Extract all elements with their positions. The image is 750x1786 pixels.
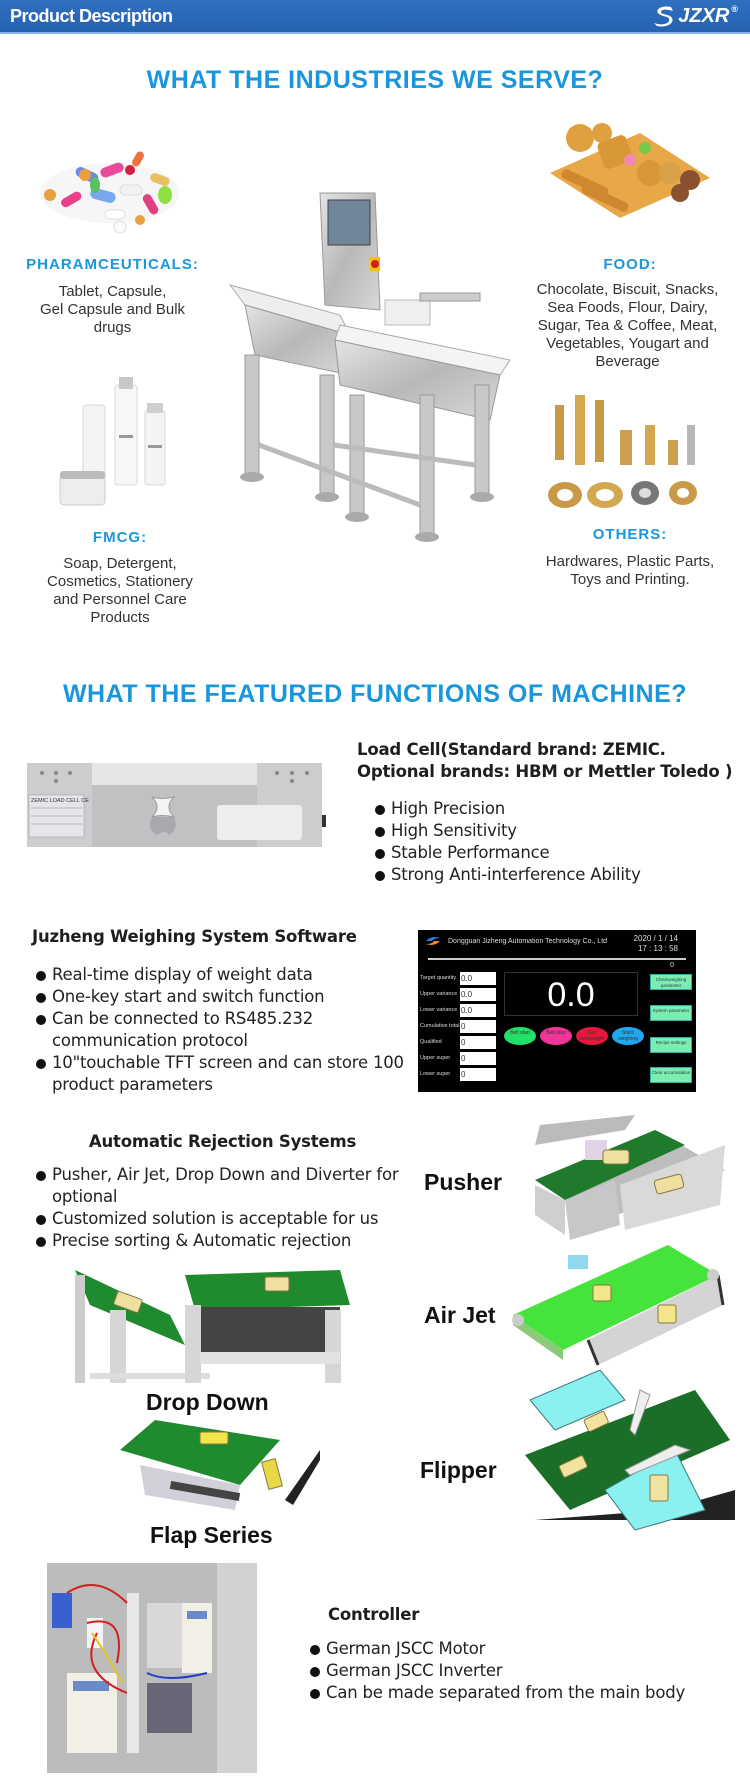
- load-cell-heading-line2: Optional brands: HBM or Mettler Toledo ): [357, 762, 733, 781]
- industry-text-line: Tablet, Capsule,: [58, 283, 167, 300]
- industry-text-line: Sugar, Tea & Coffee, Meat,: [537, 317, 718, 334]
- pusher-conveyor-image: [525, 1105, 730, 1245]
- food-biscuits-image: [540, 118, 715, 223]
- brand-logo: [651, 4, 738, 28]
- functions-section-title: WHAT THE FEATURED FUNCTIONS OF MACHINE?: [62, 680, 688, 708]
- screen-field-row: [420, 1018, 496, 1034]
- recipe-settings-button[interactable]: Recipe settings: [650, 1037, 692, 1053]
- get-overweight-button[interactable]: Get overweight: [576, 1027, 608, 1045]
- drop-down-conveyor-image: [75, 1265, 350, 1385]
- bullet-item: 10"touchable TFT screen and can store 100 product parameters: [34, 1052, 414, 1096]
- air-jet-conveyor-image: [508, 1235, 733, 1370]
- industry-text-pharmaceuticals: [10, 283, 215, 337]
- flipper-conveyor-image: [515, 1370, 740, 1535]
- screen-divider: [428, 958, 686, 960]
- screen-field-row: [420, 1066, 496, 1082]
- screen-field-row: [420, 1050, 496, 1066]
- industry-text-line: Toys and Printing.: [570, 571, 690, 588]
- bullet-item: One-key start and switch function: [34, 986, 414, 1008]
- bullet-item: Pusher, Air Jet, Drop Down and Diverter for optional: [34, 1164, 419, 1208]
- fmcg-cosmetics-image: [55, 375, 185, 515]
- screen-company-name: Dongguan Jizheng Automation Technology Co., Ltd: [448, 938, 608, 945]
- clear-accumulation-button[interactable]: Clear accumulation: [650, 1067, 692, 1083]
- others-hardware-image: [545, 395, 715, 515]
- screen-datetime: [634, 934, 678, 954]
- field-label: Lower variance: [420, 1007, 458, 1013]
- industry-label-food: FOOD:: [603, 256, 657, 273]
- field-value-input[interactable]: 0.0: [460, 1004, 496, 1017]
- bullet-item: High Sensitivity: [373, 820, 743, 842]
- flipper-label: Flipper: [420, 1457, 497, 1483]
- screen-date: 2020 / 1 / 14: [633, 934, 678, 943]
- field-label: Upper super: [420, 1055, 451, 1061]
- jzxr-logo-icon: [651, 4, 677, 28]
- field-value-input[interactable]: 0: [460, 1068, 496, 1081]
- bullet-item: Can be connected to RS485.232 communication protocol: [34, 1008, 414, 1052]
- software-bullet-list: [34, 964, 414, 1096]
- controller-bullet-list: [308, 1638, 748, 1704]
- industry-text-food: [505, 281, 750, 371]
- screen-field-row: [420, 1034, 496, 1050]
- field-value-input[interactable]: 0.0: [460, 972, 496, 985]
- screen-fields: [420, 970, 496, 1082]
- industry-text-line: Gel Capsule and Bulk: [39, 301, 186, 318]
- field-value-input[interactable]: 0: [460, 1052, 496, 1065]
- bullet-item: Real-time display of weight data: [34, 964, 414, 986]
- weight-display: 0.0: [504, 972, 638, 1016]
- rejection-bullet-list: [34, 1164, 419, 1252]
- load-cell-bullet-list: [373, 798, 743, 886]
- checkweigher-machine-image: [220, 185, 515, 545]
- bullet-item: German JSCC Motor: [308, 1638, 748, 1660]
- industry-text-line: and Personnel Care: [53, 591, 187, 608]
- industry-text-line: drugs: [93, 319, 132, 336]
- load-cell-label-text: ZEMIC LOAD CELL CE: [31, 798, 89, 804]
- industry-text-fmcg: [15, 555, 225, 627]
- checkweighing-parameter-button[interactable]: Checkweighing parameter: [650, 974, 692, 990]
- logo-text: JZXR: [678, 5, 730, 27]
- industry-text-line: Sea Foods, Flour, Dairy,: [547, 299, 708, 316]
- header-bar: [0, 0, 750, 34]
- field-label: Upper variance: [420, 991, 458, 997]
- field-value-input[interactable]: 0: [460, 1036, 496, 1049]
- bullet-item: High Precision: [373, 798, 743, 820]
- air-jet-label: Air Jet: [424, 1302, 496, 1328]
- field-value-input[interactable]: 0.0: [460, 988, 496, 1001]
- industry-text-line: Products: [90, 609, 150, 626]
- industry-text-line: Vegetables, Yougart and: [546, 335, 709, 352]
- industry-text-line: Soap, Detergent,: [63, 555, 177, 572]
- flap-series-label: Flap Series: [150, 1522, 273, 1548]
- header-title: Product Description: [10, 6, 173, 26]
- belt-stop-button[interactable]: Belt stop: [540, 1027, 572, 1045]
- bullet-item: Stable Performance: [373, 842, 743, 864]
- registered-mark: ®: [731, 4, 738, 14]
- pharmaceutical-pills-image: [20, 135, 200, 235]
- bullet-item: German JSCC Inverter: [308, 1660, 748, 1682]
- flap-series-conveyor-image: [115, 1415, 325, 1515]
- bullet-item: Precise sorting & Automatic rejection: [34, 1230, 419, 1252]
- system-parameter-button[interactable]: System parameter: [650, 1005, 692, 1021]
- company-logo-icon: [424, 935, 442, 947]
- industries-section-title: WHAT THE INDUSTRIES WE SERVE?: [146, 66, 604, 94]
- screen-counter: 0: [670, 962, 674, 969]
- industry-text-others: [515, 553, 745, 589]
- load-cell-image: [22, 755, 327, 855]
- screen-time: 17 : 13 : 58: [637, 944, 678, 953]
- drop-down-label: Drop Down: [146, 1389, 269, 1415]
- field-label: Cumulative total: [420, 1023, 460, 1029]
- field-label: Qualified: [420, 1039, 442, 1045]
- controller-cabinet-image: [47, 1563, 257, 1773]
- industry-text-line: Hardwares, Plastic Parts,: [545, 553, 715, 570]
- industry-label-pharmaceuticals: PHARAMCEUTICALS:: [26, 256, 199, 273]
- industry-text-line: Cosmetics, Stationery: [47, 573, 193, 590]
- bullet-item: Can be made separated from the main body: [308, 1682, 748, 1704]
- screen-field-row: [420, 1002, 496, 1018]
- field-label: Lower super: [420, 1071, 451, 1077]
- industry-label-fmcg: FMCG:: [92, 529, 148, 546]
- software-heading: Juzheng Weighing System Software: [32, 927, 357, 946]
- bullet-item: Customized solution is acceptable for us: [34, 1208, 419, 1230]
- field-value-input[interactable]: 0: [460, 1020, 496, 1033]
- rejection-heading: Automatic Rejection Systems: [88, 1132, 357, 1151]
- load-cell-heading: [357, 739, 747, 783]
- controller-heading: Controller: [328, 1605, 420, 1624]
- belt-start-button[interactable]: Belt start: [504, 1027, 536, 1045]
- field-label: Target quantity: [420, 975, 457, 981]
- industry-label-others: OTHERS:: [592, 526, 668, 543]
- bullet-item: Strong Anti-interference Ability: [373, 864, 743, 886]
- industry-text-line: Beverage: [595, 353, 660, 370]
- static-weighing-button[interactable]: Static weighing: [612, 1027, 644, 1045]
- hmi-touchscreen: [418, 930, 696, 1092]
- screen-field-row: [420, 986, 496, 1002]
- load-cell-heading-line1: Load Cell(Standard brand: ZEMIC.: [357, 740, 666, 759]
- pusher-label: Pusher: [424, 1169, 502, 1195]
- industry-text-line: Chocolate, Biscuit, Snacks,: [536, 281, 719, 298]
- screen-field-row: [420, 970, 496, 986]
